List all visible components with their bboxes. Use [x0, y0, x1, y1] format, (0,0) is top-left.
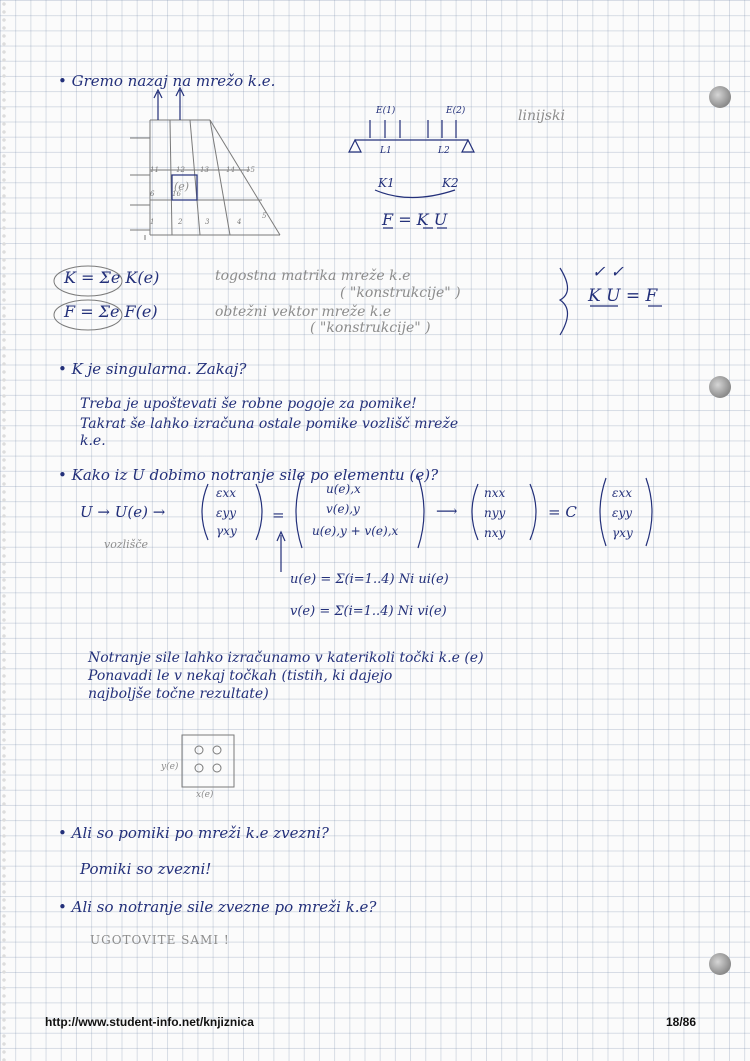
question-internal-forces: • Ali so notranje sile zvezne po mreži k.e? [58, 898, 377, 916]
k-description: togostna matrika mreže k.e [215, 268, 411, 284]
side-note-linear: linijski [518, 108, 565, 124]
gauss-y-label: y(e) [161, 762, 179, 772]
mesh-node-label: 14 [226, 166, 235, 174]
checkmarks: ✓ ✓ [592, 262, 624, 281]
equals-c: = C [548, 503, 577, 521]
mesh-node-label: 16 [172, 190, 181, 198]
mesh-node-label: 11 [150, 166, 159, 174]
heading-internal-forces: • Kako iz U dobimo notranje sile po elementu (e)? [58, 466, 439, 484]
para-internal-1: Notranje sile lahko izračunamo v katerikoli točki k.e (e) [88, 650, 484, 666]
element-label: (e) [174, 180, 190, 193]
force-nxx: nxx [484, 486, 506, 500]
mesh-node-label: 13 [200, 166, 209, 174]
strain2-gxy: γxy [612, 526, 633, 540]
result-equation: K U = F [588, 286, 658, 306]
answer-displacements: Pomiki so zvezni! [80, 860, 212, 878]
deriv-vy: v(e),y [326, 502, 360, 516]
equation-fku: F = K U [382, 210, 448, 229]
k-assembly: K = Σe K(e) [64, 268, 160, 287]
beam-load-2: E(2) [446, 106, 466, 116]
f-assembly: F = Σe F(e) [64, 302, 158, 321]
arrow-to-forces: ⟶ [436, 502, 458, 520]
deriv-ux: u(e),x [326, 482, 361, 496]
page-number: 18/86 [666, 1015, 697, 1029]
v-interpolation: v(e) = Σ(i=1..4) Ni vi(e) [290, 604, 447, 619]
equals-sign-1: = [272, 506, 285, 524]
node-underlabel: vozlišče [104, 538, 148, 551]
force-nxy: nxy [484, 526, 506, 540]
para-internal-3: najboljše točne rezultate) [88, 686, 269, 702]
mesh-node-label: 6 [150, 190, 155, 198]
footer-url: http://www.student-info.net/knjiznica [45, 1015, 254, 1029]
stiffness-k2: K2 [442, 176, 459, 190]
heading-mesh: • Gremo nazaj na mrežo k.e. [58, 72, 276, 90]
stiffness-k1: K1 [378, 176, 395, 190]
material-matrix-c: C [565, 503, 577, 521]
strain-gxy: γxy [216, 524, 237, 538]
strain2-eyy: εyy [612, 506, 632, 520]
u-interpolation: u(e) = Σ(i=1..4) Ni ui(e) [290, 572, 449, 587]
mesh-node-label: 12 [176, 166, 185, 174]
beam-load-1: E(1) [376, 106, 396, 116]
mesh-node-label: 2 [178, 218, 183, 226]
para-internal-2: Ponavadi le v nekaj točkah (tistih, ki dajejo [88, 668, 393, 684]
strain-exx: εxx [216, 486, 236, 500]
mesh-node-label: 4 [237, 218, 242, 226]
gauss-point-element [182, 735, 234, 787]
mesh-node-label: 3 [205, 218, 210, 226]
k-description-2: ( "konstrukcije" ) [340, 285, 461, 301]
mesh-node-label: 5 [262, 212, 267, 220]
strain2-exx: εxx [612, 486, 632, 500]
deriv-uy-vx: u(e),y + v(e),x [312, 524, 399, 538]
mesh-node-label: 15 [246, 166, 255, 174]
answer-internal-forces: UGOTOVITE SAMI ! [90, 933, 230, 947]
force-nyy: nyy [484, 506, 506, 520]
singular-line-1: Treba je upoštevati še robne pogoje za pomike! [80, 396, 417, 412]
singular-line-3: k.e. [80, 433, 106, 449]
f-description-2: ( "konstrukcije" ) [310, 320, 431, 336]
mesh-node-label: 1 [150, 218, 155, 226]
strain-arrows [202, 476, 652, 572]
singular-line-2: Takrat še lahko izračuna ostale pomike vozlišč mreže [80, 416, 459, 432]
chain-start: U → U(e) → [80, 503, 166, 521]
gauss-x-label: x(e) [196, 790, 214, 800]
strain-eyy: εyy [216, 506, 236, 520]
beam-length-1: L1 [380, 146, 392, 156]
beam-length-2: L2 [438, 146, 450, 156]
heading-singular: • K je singularna. Zakaj? [58, 360, 247, 378]
question-displacements: • Ali so pomiki po mreži k.e zvezni? [58, 824, 329, 842]
f-description: obtežni vektor mreže k.e [215, 304, 392, 320]
